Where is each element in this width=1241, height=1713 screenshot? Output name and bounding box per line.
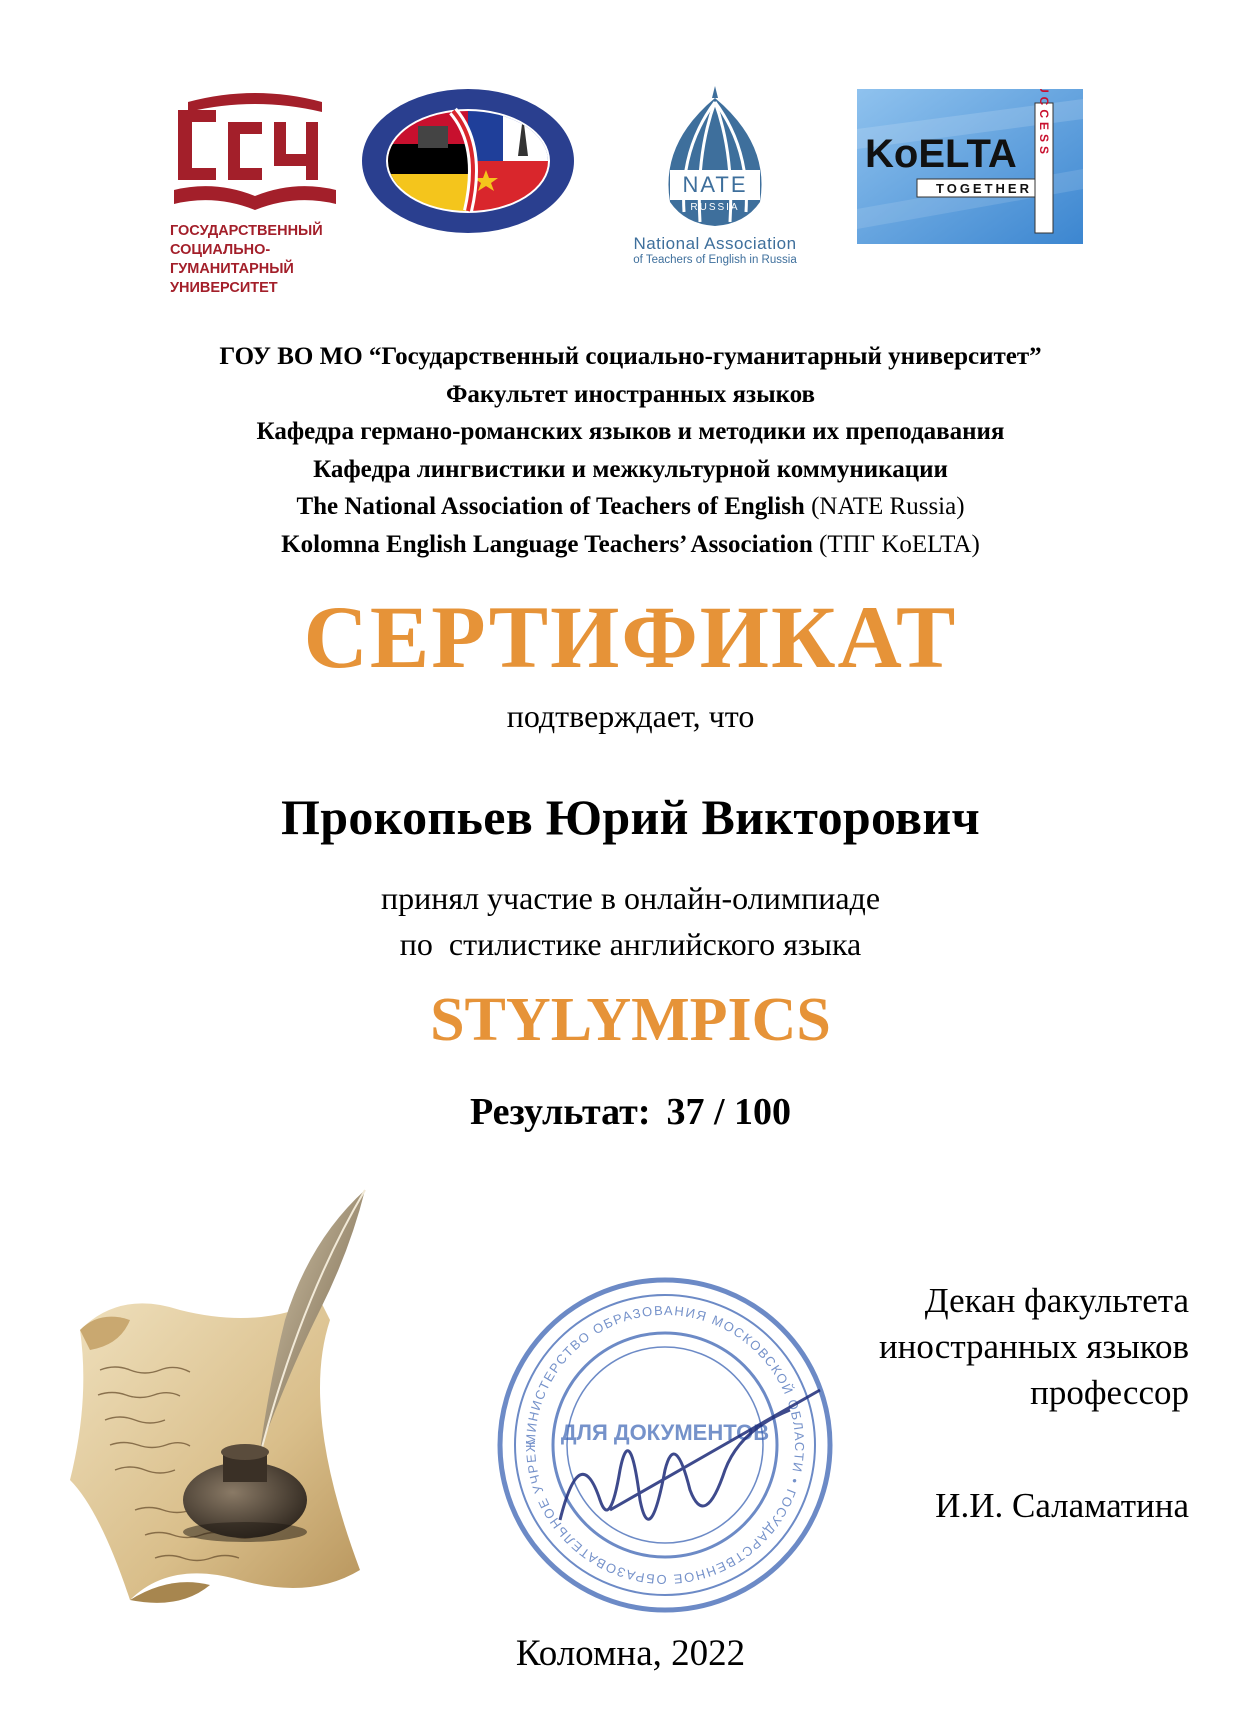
koelta-logo-icon [857,89,1083,244]
header-line-nate [60,488,1201,526]
header-line-department-2: Кафедра лингвистики и межкультурной коммуникации [313,455,948,483]
gsu-logo-text-line: ГОСУДАРСТВЕННЫЙ [170,223,323,239]
participation-text-line2: по стилистике английского языка [399,926,862,962]
nate-emblem-text: NATE [682,172,748,197]
city-year: Коломна, 2022 [515,1633,746,1674]
koelta-together-text: TOGETHER [936,181,1032,196]
gsu-emblem-icon [170,92,340,222]
nate-dome-icon [600,84,830,234]
header-nate-abbr: (NATE Russia) [804,493,965,520]
signatory-line2: иностранных языков [878,1327,1189,1366]
quill-scroll-icon [60,1180,390,1620]
header-line-university: ГОУ ВО МО “Государственный социально-гуманитарный университет” [219,343,1042,370]
svg-text:МИНИСТЕРСТВО ОБРАЗОВАНИЯ МОСКО: МИНИСТЕРСТВО ОБРАЗОВАНИЯ МОСКОВСКОЙ ОБЛАСТИ • ГОСУДАРСТВЕННОЕ ОБРАЗОВАТЕЛЬНОЕ УЧРЕЖ [522,1302,808,1588]
header-line-koelta [60,526,1201,564]
header-nate-bold: The National Association of Teachers of English [296,493,805,520]
header-koelta-bold: Kolomna English Language Teachers’ Association [281,530,813,558]
faculty-emblem-icon [358,86,578,236]
koelta-success-text: SUCCESS [1037,89,1051,159]
nate-caption-line2: of Teachers of English in Russia [633,254,797,266]
result-value: 37 / 100 [666,1091,792,1133]
result-label: Результат: [469,1091,651,1133]
gsu-logo-text-line: СОЦИАЛЬНО- [170,242,271,258]
stamp-center-text: ДЛЯ ДОКУМЕНТОВ [560,1420,770,1445]
gsu-logo [170,92,340,307]
confirm-text: подтверждает, что [506,698,755,734]
nate-emblem-subtext: RUSSIA [690,202,740,213]
result-line [0,1090,1241,1134]
faculty-emblem [358,86,578,236]
signatory-title [749,1278,1189,1416]
header-line-faculty: Факультет иностранных языков [445,380,816,408]
header-line-department-1: Кафедра германо-романских языков и методики их преподавания [256,418,1005,445]
signatory-name: И.И. Саламатина [935,1486,1189,1525]
signatory-line1: Декан факультета [924,1281,1189,1320]
institution-header [60,338,1201,563]
gsu-logo-text-line: ГУМАНИТАРНЫЙ [170,261,294,277]
header-koelta-abbr: (ТПГ KoELTA) [812,530,980,558]
nate-logo [600,84,830,284]
koelta-logo [857,89,1083,244]
signatory-line3: профессор [1030,1373,1189,1412]
participation-text-line1: принял участие в онлайн-олимпиаде [380,880,881,916]
olympiad-name: STYLYMPICS [430,986,831,1054]
quill-scroll-illustration [60,1180,390,1620]
nate-caption-line1: National Association [633,234,797,253]
recipient-name: Прокопьев Юрий Викторович [281,789,980,845]
certificate-title: СЕРТИФИКАТ [303,589,958,687]
gsu-logo-text-line: УНИВЕРСИТЕТ [170,280,278,296]
koelta-word: KoELTA [865,132,1017,176]
